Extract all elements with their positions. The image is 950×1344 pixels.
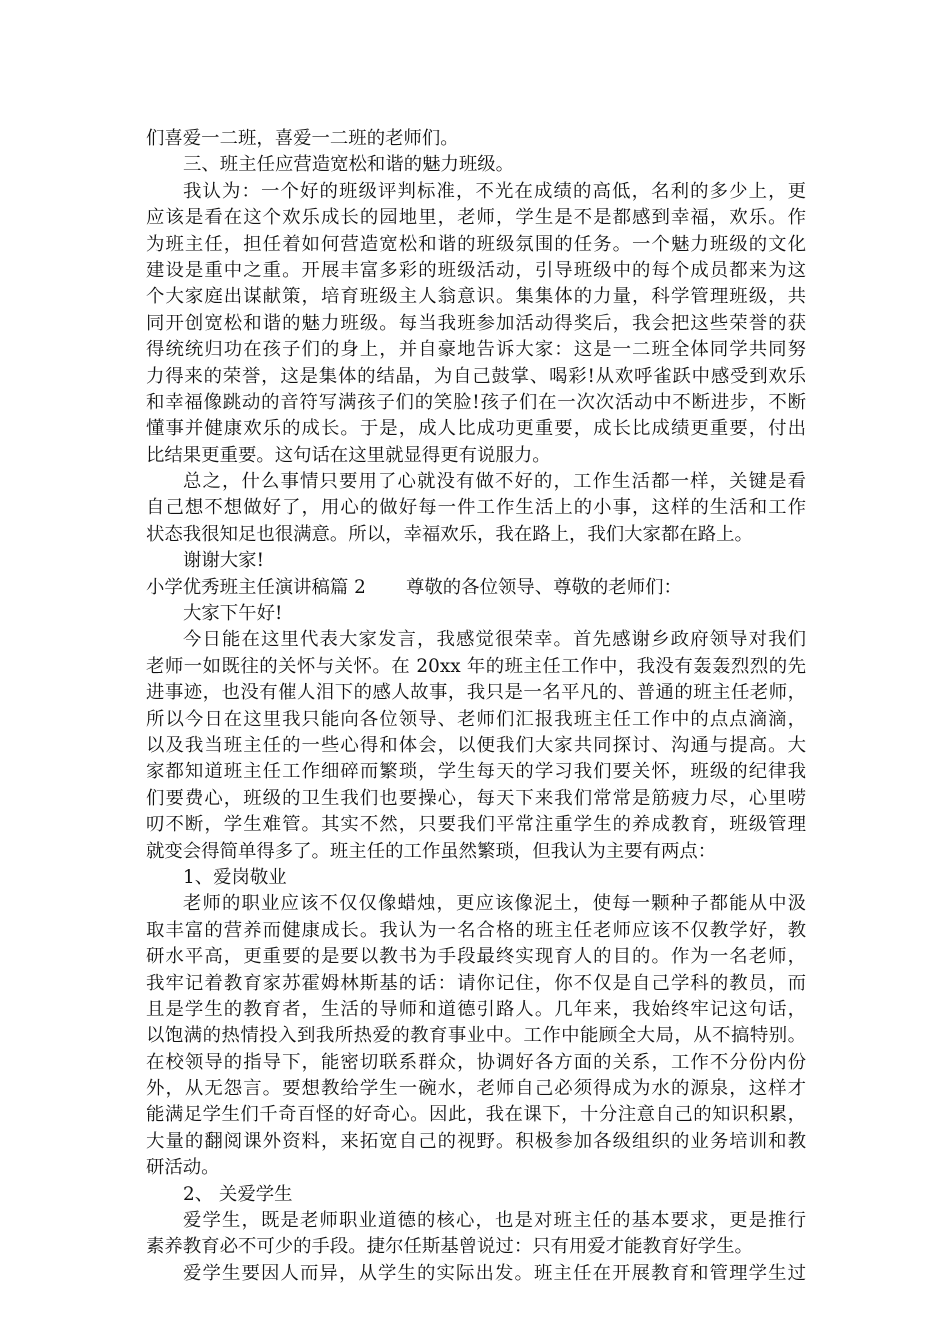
text-line: 大量的翻阅课外资料，来拓宽自己的视野。积极参加各级组织的业务培训和教	[146, 1130, 806, 1152]
speech-title: 小学优秀班主任演讲稿篇 2	[146, 576, 366, 598]
text-line: 应该是看在这个欢乐成长的园地里，老师，学生是不是都感到幸福，欢乐。作	[146, 207, 806, 229]
text-line: 们喜爱一二班，喜爱一二班的老师们。	[146, 128, 459, 149]
text-line: 研活动。	[146, 1157, 220, 1179]
text-line: 家都知道班主任工作细碎而繁琐，学生每天的学习我们要关怀，班级的纪律我	[146, 761, 806, 783]
text-line: 以饱满的热情投入到我所热爱的教育事业中。工作中能顾全大局，从不搞特别。	[146, 1025, 806, 1047]
speech-greeting: 尊敬的各位领导、尊敬的老师们：	[406, 576, 682, 598]
text-line: 比结果更重要。这句话在这里就显得更有说服力。	[146, 444, 551, 466]
text-line: 为班主任，担任着如何营造宽松和谐的班级氛围的任务。一个魅力班级的文化	[146, 233, 806, 255]
text-line: 进事迹，也没有催人泪下的感人故事，我只是一名平凡的、普通的班主任老师，	[146, 682, 806, 704]
list-item-heading: 1、爱岗敬业	[183, 866, 287, 888]
text-line: 研水平高，更重要的是要以教书为手段最终实现育人的目的。作为一名老师，	[146, 946, 806, 968]
text-line: 得统统归功在孩子们的身上，并自豪地告诉大家：这是一二班全体同学共同努	[146, 339, 806, 361]
list-item-heading: 2、 关爱学生	[183, 1183, 293, 1205]
text-line: 今日能在这里代表大家发言，我感觉很荣幸。首先感谢乡政府领导对我们	[183, 629, 806, 651]
text-line: 在校领导的指导下，能密切联系群众，协调好各方面的关系，工作不分份内份	[146, 1051, 806, 1073]
text-line: 取丰富的营养而健康成长。我认为一名合格的班主任老师应该不仅教学好，教	[146, 919, 806, 941]
text-line: 老师一如既往的关怀与关怀。在 20xx 年的班主任工作中，我没有轰轰烈烈的先	[146, 655, 806, 677]
text-line: 懂事并健康欢乐的成长。于是，成人比成功更重要，成长比成绩更重要，付出	[146, 418, 806, 440]
thanks-line: 谢谢大家!	[183, 550, 264, 572]
text-line: 且是学生的教育者，生活的导师和道德引路人。几年来，我始终牢记这句话，	[146, 998, 806, 1020]
text-line: 爱学生，既是老师职业道德的核心，也是对班主任的基本要求，更是推行	[183, 1210, 806, 1232]
hello-line: 大家下午好!	[183, 603, 283, 625]
text-line: 们要费心，班级的卫生我们也要操心，每天下来我们常常是筋疲力尽，心里唠	[146, 787, 806, 809]
text-line: 叨不断，学生难管。其实不然，只要我们平常注重学生的养成教育，班级管理	[146, 814, 806, 836]
section-heading: 三、班主任应营造宽松和谐的魅力班级。	[183, 154, 515, 176]
text-line: 爱学生要因人而异，从学生的实际出发。班主任在开展教育和管理学生过	[183, 1262, 806, 1284]
text-line: 总之，什么事情只要用了心就没有做不好的，工作生活都一样，关键是看	[183, 471, 806, 493]
text-line: 力得来的荣誉，这是集体的结晶，为自己鼓掌、喝彩!从欢呼雀跃中感受到欢乐	[146, 365, 806, 387]
text-line: 以及我当班主任的一些心得和体会，以便我们大家共同探讨、沟通与提高。大	[146, 734, 806, 756]
text-line: 能满足学生们千奇百怪的好奇心。因此，我在课下，十分注意自己的知识积累，	[146, 1104, 806, 1126]
text-line: 我牢记着教育家苏霍姆林斯基的话：请你记住，你不仅是自己学科的教员，而	[146, 972, 806, 994]
text-line: 和幸福像跳动的音符写满孩子们的笑脸!孩子们在一次次活动中不断进步，不断	[146, 391, 806, 413]
document-page	[146, 126, 806, 1287]
text-line: 自己想不想做好了，用心的做好每一件工作生活上的小事，这样的生活和工作	[146, 497, 806, 519]
text-line: 就变会得简单得多了。班主任的工作虽然繁琐，但我认为主要有两点：	[146, 840, 717, 862]
text-line: 所以今日在这里我只能向各位领导、老师们汇报我班主任工作中的点点滴滴，	[146, 708, 806, 730]
text-line: 建设是重中之重。开展丰富多彩的班级活动，引导班级中的每个成员都来为这	[146, 259, 806, 281]
text-line: 外，从无怨言。要想教给学生一碗水，老师自己必须得成为水的源泉，这样才	[146, 1078, 806, 1100]
text-line: 状态我很知足也很满意。所以，幸福欢乐，我在路上，我们大家都在路上。	[146, 523, 753, 545]
text-line: 我认为：一个好的班级评判标准，不光在成绩的高低，名利的多少上，更	[183, 180, 806, 202]
text-line: 同开创宽松和谐的魅力班级。每当我班参加活动得奖后，我会把这些荣誉的获	[146, 312, 806, 334]
text-line: 素养教育必不可少的手段。捷尔任斯基曾说过：只有用爱才能教育好学生。	[146, 1236, 753, 1258]
text-line: 老师的职业应该不仅仅像蜡烛，更应该像泥土，使每一颗种子都能从中汲	[183, 893, 806, 915]
text-line: 个大家庭出谋献策，培育班级主人翁意识。集集体的力量，科学管理班级，共	[146, 286, 806, 308]
speech-heading-row	[146, 575, 806, 601]
